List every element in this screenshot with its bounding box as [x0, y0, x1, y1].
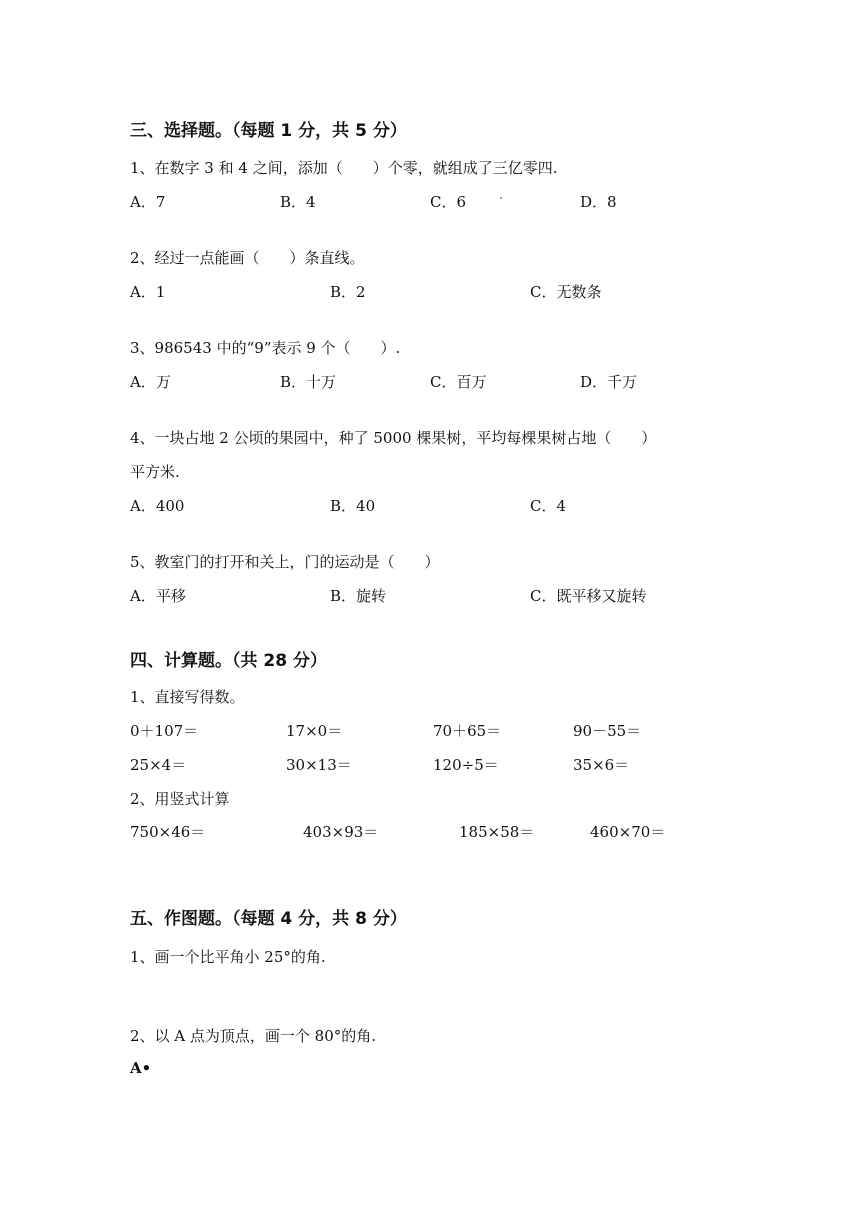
calc-row1-item-2: 17×0＝: [286, 722, 343, 740]
choice-q3-option-c: C．百万: [430, 373, 487, 391]
choice-q1-stem: 1、在数字 3 和 4 之间，添加（ ）个零，就组成了三亿零四.: [130, 159, 558, 177]
section-calc-title: 四、计算题。（共 28 分）: [130, 651, 327, 671]
choice-q4-option-a: A．400: [130, 497, 185, 515]
choice-q5-option-a: A．平移: [130, 587, 186, 605]
choice-q3-option-d: D．千万: [580, 373, 638, 391]
choice-q4-stem-continued: 平方米.: [130, 463, 180, 481]
calc-q2-label: 2、用竖式计算: [130, 790, 230, 808]
choice-q4-option-b: B．40: [330, 497, 376, 515]
choice-q5-stem: 5、教室门的打开和关上，门的运动是（ ）: [130, 553, 440, 571]
calc-row2-item-1: 25×4＝: [130, 756, 187, 774]
choice-q2-option-a: A．1: [130, 283, 166, 301]
calc-row1-item-3: 70＋65＝: [433, 722, 502, 740]
choice-q5-option-c: C．既平移又旋转: [530, 587, 647, 605]
draw-q1: 1、画一个比平角小 25°的角.: [130, 948, 326, 966]
choice-q1-option-c: C．6: [430, 193, 467, 211]
choice-q4-stem: 4、一块占地 2 公顷的果园中，种了 5000 棵果树，平均每棵果树占地（ ）: [130, 429, 657, 447]
calc-row3-item-2: 403×93＝: [303, 823, 379, 841]
choice-q1-option-b: B．4: [280, 193, 316, 211]
point-a-label: A•: [130, 1059, 152, 1077]
choice-q2-stem: 2、经过一点能画（ ）条直线。: [130, 249, 365, 267]
section-draw-title: 五、作图题。（每题 4 分，共 8 分）: [130, 909, 407, 929]
draw-q2: 2、以 A 点为顶点，画一个 80°的角.: [130, 1027, 377, 1045]
calc-row2-item-2: 30×13＝: [286, 756, 352, 774]
choice-q5-option-b: B．旋转: [330, 587, 387, 605]
choice-q1-option-a: A．7: [130, 193, 166, 211]
choice-q3-option-b: B．十万: [280, 373, 337, 391]
choice-q4-option-c: C．4: [530, 497, 567, 515]
calc-row3-item-4: 460×70＝: [590, 823, 666, 841]
choice-q3-option-a: A．万: [130, 373, 171, 391]
choice-q3-stem: 3、986543 中的“9”表示 9 个（ ）.: [130, 339, 401, 357]
choice-q2-option-c: C．无数条: [530, 283, 602, 301]
calc-row2-item-3: 120÷5＝: [433, 756, 499, 774]
calc-row3-item-3: 185×58＝: [459, 823, 535, 841]
section-choice-title: 三、选择题。（每题 1 分，共 5 分）: [130, 121, 407, 141]
calc-row1-item-4: 90－55＝: [573, 722, 642, 740]
calc-q1-label: 1、直接写得数。: [130, 688, 245, 706]
calc-row3-item-1: 750×46＝: [130, 823, 206, 841]
stray-mark: ·: [499, 191, 504, 207]
calc-row1-item-1: 0＋107＝: [130, 722, 199, 740]
calc-row2-item-4: 35×6＝: [573, 756, 630, 774]
choice-q1-option-d: D．8: [580, 193, 617, 211]
choice-q2-option-b: B．2: [330, 283, 366, 301]
